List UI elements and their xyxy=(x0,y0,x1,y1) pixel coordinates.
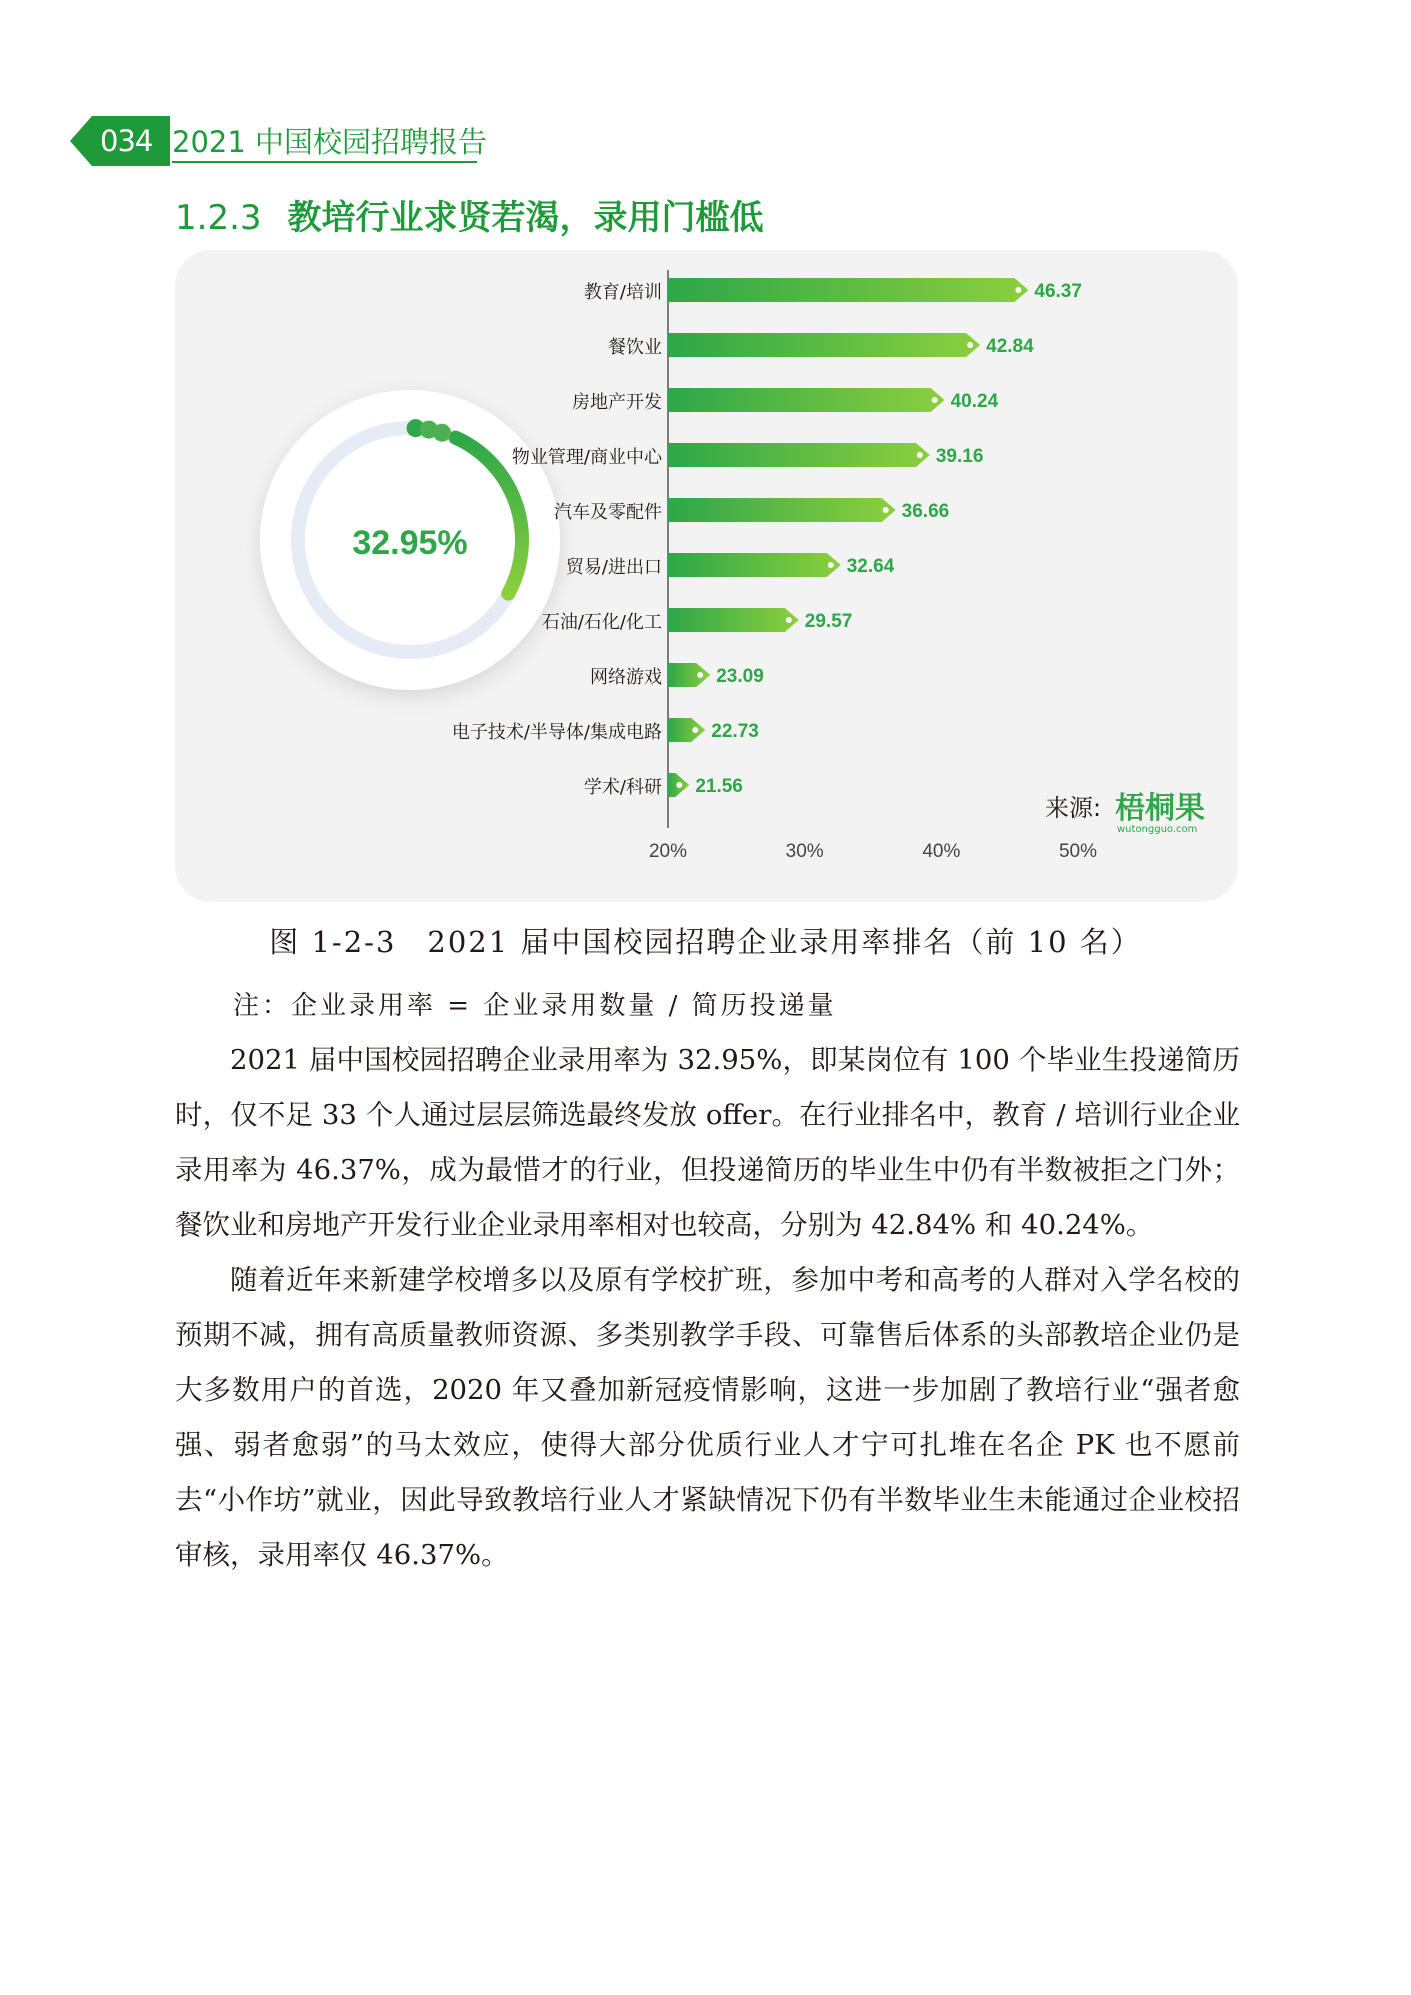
bar-value-label: 29.57 xyxy=(804,611,853,632)
page-header xyxy=(70,116,488,166)
bar-value-label: 21.56 xyxy=(695,776,743,797)
section-title: 教培行业求贤若渴，录用门槛低 xyxy=(287,198,764,238)
bar xyxy=(668,498,896,522)
x-tick-label: 20% xyxy=(648,841,688,862)
donut-value-label: 32.95% xyxy=(352,524,468,562)
bar-row xyxy=(584,278,1082,303)
chart-panel xyxy=(175,250,1238,902)
bar xyxy=(668,608,799,632)
source-prefix: 来源: xyxy=(1045,794,1102,822)
bar-category-label: 汽车及零配件 xyxy=(554,502,662,523)
x-tick-label: 40% xyxy=(922,841,961,862)
section-heading xyxy=(175,190,764,239)
chart-canvas xyxy=(175,250,1238,902)
bar xyxy=(668,388,945,412)
figure-note: 注：企业录用率 = 企业录用数量 / 简历投递量 xyxy=(233,991,837,1021)
bar-row xyxy=(608,333,1034,358)
bar-category-label: 教育/培训 xyxy=(583,282,662,303)
bar-value-label: 32.64 xyxy=(846,556,895,577)
report-title: 2021 中国校园招聘报告 xyxy=(172,125,488,159)
bar-value-label: 46.37 xyxy=(1034,281,1082,302)
bar-end-dot xyxy=(697,672,703,678)
bar-value-label: 40.24 xyxy=(950,391,999,412)
bar-end-dot xyxy=(883,507,889,513)
bar-row xyxy=(566,553,895,578)
bar xyxy=(668,663,710,687)
body-paragraph-2: 随着近年来新建学校增多以及原有学校扩班，参加中考和高考的人群对入学名校的预期不减，拥有高质量教师资源、多类别教学手段、可靠售后体系的头部教培企业仍是大多数用户的首选，2020 年又叠加新冠疫情影响，这进一步加剧了教培行业“强者愈强、弱者愈弱”的马太效应，使得大部分优质行业人才宁可扎堆在名企 PK 也不愿前去“小作坊”就业，因此导致教培行业人才紧缺情况下仍有半数毕业生未能通过企业校招审核，录用率仅 46.37%。 xyxy=(175,1264,1240,1571)
bar xyxy=(668,333,980,357)
bar-row xyxy=(512,443,983,468)
header-underline xyxy=(172,161,477,163)
donut-dot xyxy=(433,424,451,442)
bar-category-label: 物业管理/商业中心 xyxy=(511,447,662,468)
x-tick-label: 30% xyxy=(785,841,824,862)
bar-category-label: 电子技术/半导体/集成电路 xyxy=(451,722,662,743)
bar-end-dot xyxy=(786,617,792,623)
bar-category-label: 石油/石化/化工 xyxy=(541,612,662,633)
source-url: wutongguo.com xyxy=(1117,824,1198,835)
bar-row xyxy=(452,718,759,743)
bar-category-label: 网络游戏 xyxy=(590,667,662,688)
donut-chart xyxy=(260,390,560,690)
bar-category-label: 学术/科研 xyxy=(583,777,662,798)
bar-value-label: 42.84 xyxy=(986,336,1034,357)
x-tick-label: 50% xyxy=(1058,841,1098,862)
bar-value-label: 39.16 xyxy=(935,446,984,467)
bar xyxy=(668,718,705,742)
bar-value-label: 36.66 xyxy=(901,501,950,522)
bar-value-label: 23.09 xyxy=(716,666,764,687)
section-number: 1.2.3 xyxy=(175,198,262,238)
bar xyxy=(668,553,841,577)
bar-end-dot xyxy=(692,727,698,733)
page-number: 034 xyxy=(100,124,153,158)
bar-end-dot xyxy=(967,342,973,348)
bar-value-label: 22.73 xyxy=(711,721,759,742)
source-credit xyxy=(1045,791,1205,835)
bar-row xyxy=(542,608,852,633)
bar-end-dot xyxy=(1015,287,1021,293)
bar-category-label: 贸易/进出口 xyxy=(565,557,662,578)
bar-row xyxy=(590,663,764,688)
bar-category-label: 房地产开发 xyxy=(572,392,662,413)
source-brand-logo: 梧桐果 xyxy=(1115,791,1205,826)
body-paragraph-1: 2021 届中国校园招聘企业录用率为 32.95%，即某岗位有 100 个毕业生投递简历时，仅不足 33 个人通过层层筛选最终发放 offer。在行业排名中，教育 / 培训行业企业录用率为 46.37%，成为最惜才的行业，但投递简历的毕业生中仍有半数被拒之门外；餐饮业和房地产开发行业企业录用率相对也较高，分别为 42.84% 和 40.24%。 xyxy=(175,1044,1240,1241)
bar-row xyxy=(584,773,743,798)
bar-row xyxy=(572,388,999,413)
bar-end-dot xyxy=(676,782,682,788)
bar-row xyxy=(554,498,949,523)
bar-end-dot xyxy=(932,397,938,403)
bar xyxy=(668,278,1028,302)
bar-end-dot xyxy=(917,452,923,458)
bar-category-label: 餐饮业 xyxy=(608,337,662,358)
bar-end-dot xyxy=(828,562,834,568)
figure-caption: 图 1-2-3 2021 届中国校园招聘企业录用率排名（前 10 名） xyxy=(269,925,1142,959)
bar xyxy=(668,443,930,467)
